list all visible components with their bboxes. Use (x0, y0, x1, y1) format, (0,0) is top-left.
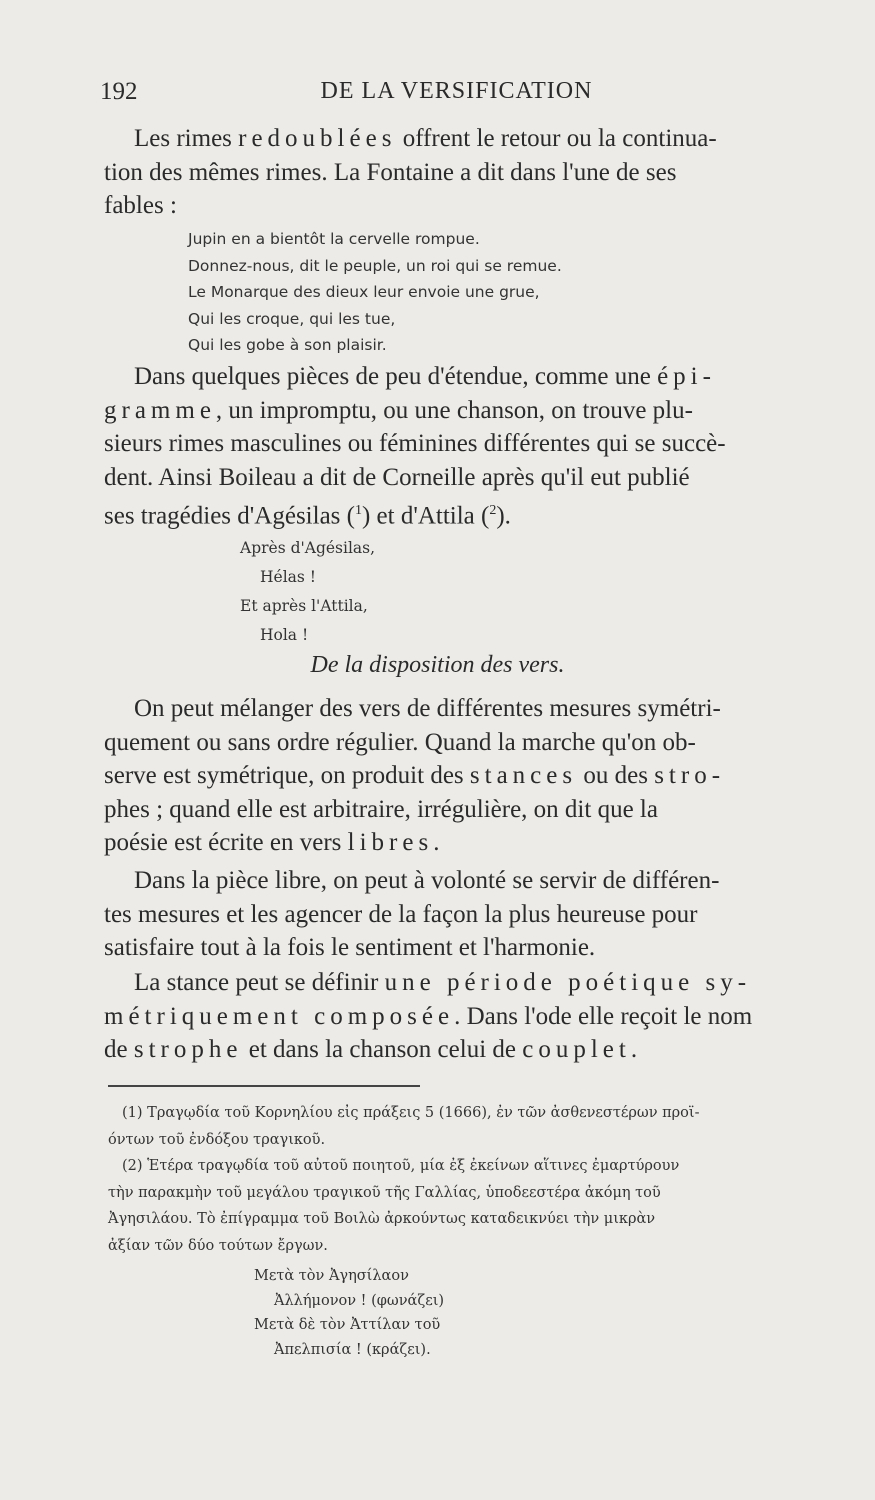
paragraph-piece-libre (104, 864, 820, 965)
text-run: . (630, 1036, 638, 1064)
text-run: ). (496, 502, 511, 530)
spaced-term: une période poétique sy- (384, 969, 752, 996)
text-line (104, 1000, 820, 1034)
text-run: de (104, 1036, 134, 1064)
verse-line: Μετὰ τὸν Ἀγησίλαον (254, 1268, 409, 1284)
footnote-verse (254, 1264, 614, 1362)
spaced-term: stro- (654, 762, 726, 790)
text-line: fables : (104, 192, 177, 220)
text-line: sieurs rimes masculines ou féminines différentes qui se succè- (104, 430, 726, 458)
text-line: tion des mêmes rimes. La Fontaine a dit dans l'une de ses (104, 158, 677, 186)
spaced-term: redoublées (238, 125, 397, 152)
text-run: ou des (577, 762, 655, 790)
verse-line: Après d'Agésilas, (240, 539, 376, 557)
text-line: tes mesures et les agencer de la façon la plus heureuse pour (104, 900, 698, 928)
verse-line: Ἀλλήμονον ! (φωνάζει) (274, 1292, 445, 1309)
spaced-term: épi- (657, 363, 716, 390)
section-heading: De la disposition des vers. (310, 652, 565, 678)
footnote-divider (108, 1085, 420, 1087)
text-run: Dans quelques pièces de peu d'étendue, comme une (134, 363, 658, 390)
text-run: offrent le retour ou la continua- (396, 125, 717, 152)
paragraph-epigramme (104, 360, 820, 533)
text-run: poésie est écrite en vers (104, 829, 348, 857)
verse-line: Qui les croque, qui les tue, (188, 309, 396, 328)
spaced-term: stances (469, 762, 578, 790)
running-title: DE LA VERSIFICATION (320, 78, 593, 104)
text-run: La stance peut se définir (134, 969, 385, 996)
text-line: satisfaire tout à la fois le sentiment et l'harmonie. (104, 934, 596, 962)
verse-line: Hélas ! (260, 568, 316, 586)
verse-line: Le Monarque des dieux leur envoie une grue, (188, 283, 540, 302)
text-run: ses tragédies d'Agésilas ( (104, 502, 355, 530)
text-line (104, 966, 820, 1000)
footnote-line: όντων τοῦ ἐνδόξου τραγικοῦ. (108, 1131, 326, 1148)
text-line: On peut mélanger des vers de différentes mesures symétri- (134, 695, 721, 722)
verse-line: Et après l'Attila, (240, 597, 368, 615)
text-line (104, 360, 820, 394)
text-run: Les rimes (134, 125, 239, 152)
paragraph-disposition (104, 692, 820, 860)
text-line: Dans la pièce libre, on peut à volonté se servir de différen- (134, 867, 720, 894)
verse-line: Ἀπελπισία ! (κράζει). (274, 1341, 431, 1358)
verse-line: Hola ! (260, 626, 309, 644)
footnote-1: (1) Τραγῳδία τοῦ Κορνηλίου εἰς πράξεις 5 (1666), ἐν τῶν ἀσθενεστέρων προϊ- (122, 1105, 700, 1121)
text-line (104, 122, 820, 156)
spaced-term: couplet (522, 1036, 631, 1064)
footnote-ref-1[interactable]: 1 (354, 503, 362, 519)
text-line (104, 759, 820, 793)
footnote-line: Ἀγησιλάου. Τὸ ἐπίγραμμα τοῦ Βοιλὼ ἀρκούντως καταδεικνύει τὴν μικρὰν (108, 1211, 656, 1227)
footnote-2: (2) Ἑτέρα τραγῳδία τοῦ αὐτοῦ ποιητοῦ, μία ἐξ ἐκείνων αἵτινες ἐμαρτύρουν (122, 1158, 680, 1174)
page-header (100, 78, 813, 114)
footnotes (108, 1100, 824, 1259)
paragraph-rimes-redoublees (104, 122, 820, 223)
verse-quotation-la-fontaine (188, 226, 708, 359)
text-run: ) et d'Attila ( (361, 502, 490, 530)
spaced-term: gramme (104, 396, 216, 424)
text-run: et dans la chanson celui de (242, 1036, 523, 1064)
text-run: . Dans l'ode elle reçoit le nom (454, 1002, 753, 1030)
text-run: . (433, 829, 440, 857)
text-line: phes ; quand elle est arbitraire, irrégulière, on dit que la (104, 795, 658, 823)
text-line (104, 394, 820, 428)
text-line (104, 826, 820, 860)
footnote-line: ἀξίαν τῶν δύο τούτων ἔργων. (108, 1237, 328, 1254)
text-run: serve est symétrique, on produit des (104, 762, 470, 790)
text-run: , un impromptu, ou une chanson, on trouve plu- (215, 396, 693, 424)
paragraph-stance (104, 966, 820, 1067)
verse-line: Jupin en a bientôt la cervelle rompue. (188, 230, 480, 248)
verse-line: Μετὰ δὲ τὸν Ἀττίλαν τοῦ (254, 1317, 441, 1333)
text-line (104, 1033, 820, 1067)
footnote-ref-2[interactable]: 2 (489, 503, 497, 519)
verse-line: Qui les gobe à son plaisir. (188, 336, 387, 355)
page-number: 192 (100, 78, 138, 105)
text-line (104, 494, 820, 533)
spaced-term: libres (347, 829, 434, 857)
verse-line: Donnez-nous, dit le peuple, un roi qui se remue. (188, 256, 562, 275)
spaced-term: strophe (133, 1036, 243, 1064)
text-line: quement ou sans ordre régulier. Quand la marche qu'on ob- (104, 728, 696, 756)
verse-quotation-boileau (240, 534, 540, 650)
spaced-term: métriquement composée (104, 1002, 455, 1030)
text-line: dent. Ainsi Boileau a dit de Corneille après qu'il eut publié (104, 463, 690, 491)
footnote-line: τὴν παρακμὴν τοῦ μεγάλου τραγικοῦ τῆς Γαλλίας, ὑποδεεστέρα ἀκόμη τοῦ (108, 1184, 661, 1201)
